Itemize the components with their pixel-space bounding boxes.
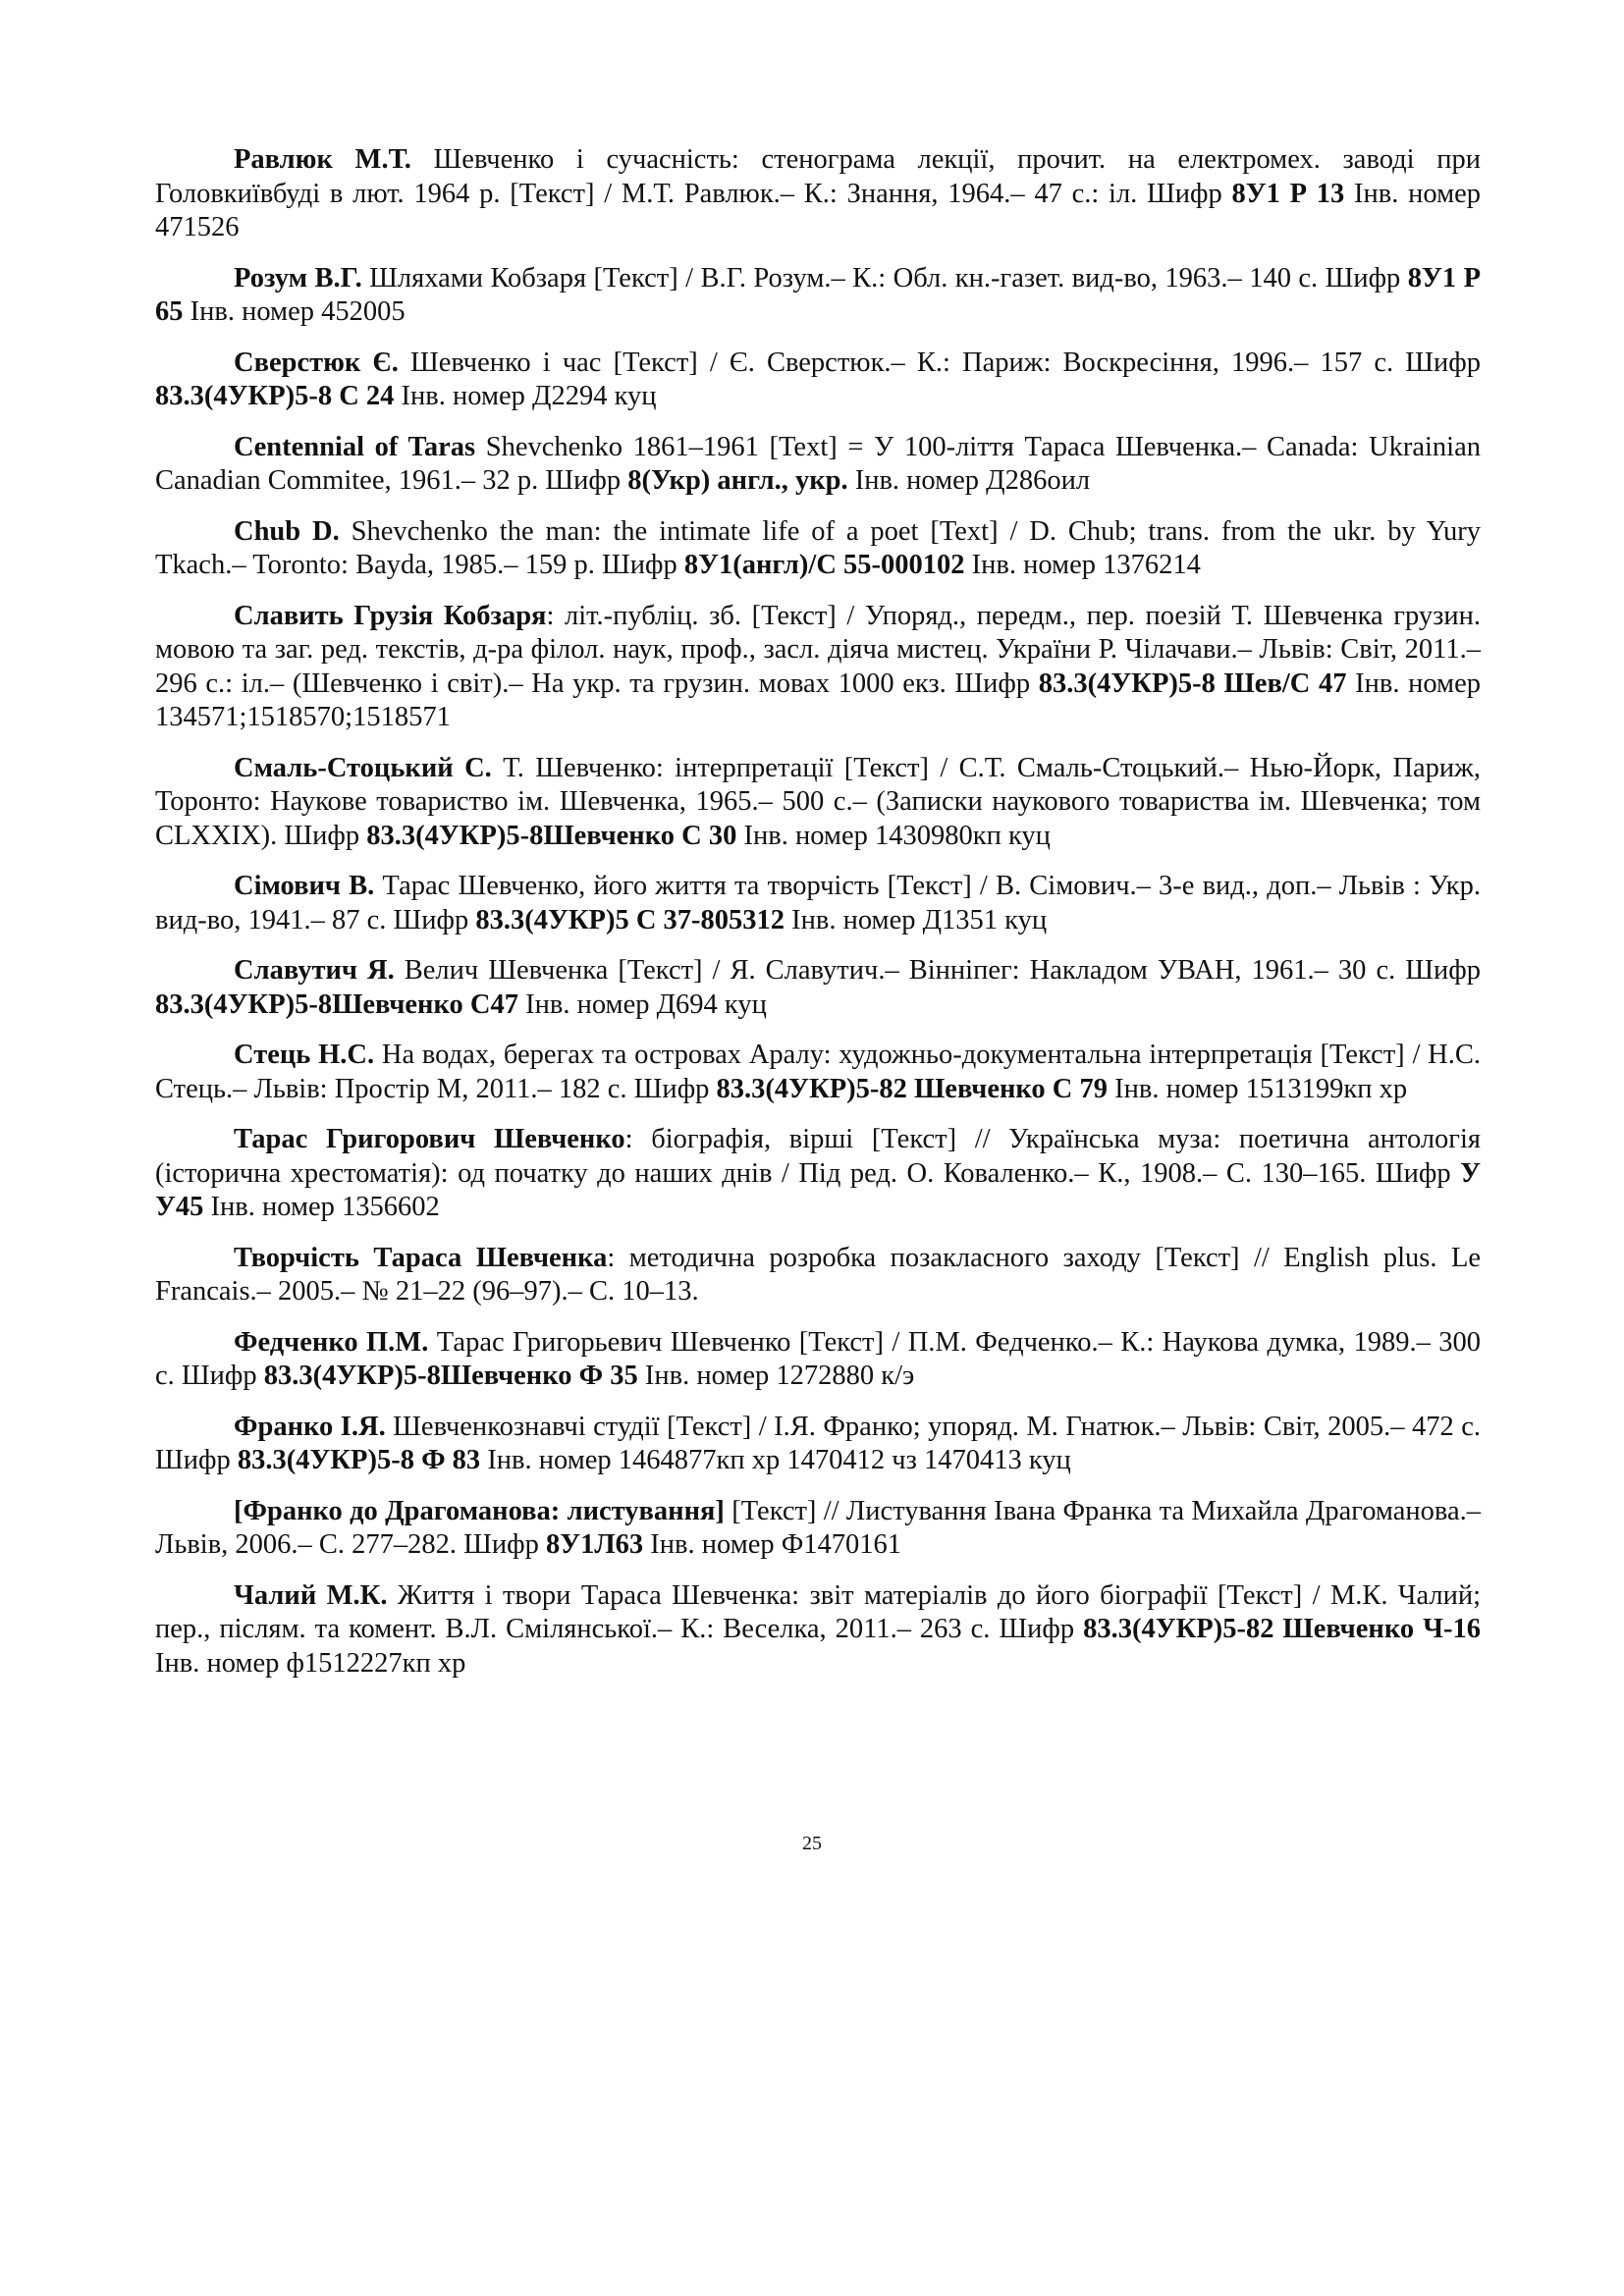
entry-author: [Франко до Драгоманова: листування]: [234, 1495, 725, 1526]
bibliography-entry-7: [155, 752, 1481, 854]
entry-text: На водах, берегах та островах Аралу: художньо-документальна інтерпретація [Текст] / Н.С. Стець.– Львів: Простір М, 2011.– 182 с. Шифр: [155, 1040, 1481, 1104]
entry-text: : біографія, вірші [Текст] // Українська муза: поетична антологія (історична хрестоматія): од початку до наших днів / Під ред. О. Коваленко.– К., 1908.– С. 130–165. Шифр: [155, 1124, 1482, 1189]
entry-author: Славутич Я.: [234, 955, 395, 986]
entry-text: : методична розробка позакласного заходу [Текст] // English plus. Le Francais.– 2005.– № 21–22 (96–97).– С. 10–13.: [155, 1242, 1482, 1307]
entry-inventory: Інв. номер 1272880 к/э: [637, 1361, 915, 1391]
entry-text: Шевченкознавчі студії [Текст] / І.Я. Франко; упоряд. М. Гнатюк.– Львів: Світ, 2005.– 472 с. Шифр: [155, 1411, 1481, 1475]
entry-author: Творчість Тараса Шевченка: [234, 1242, 608, 1273]
entry-text: : літ.-публіц. зб. [Текст] / Упоряд., передм., пер. поезій Т. Шевченка грузин. мовою та заг. ред. текстів, д-ра філол. наук, проф., засл. діяча мистец. України Р. Чілачави.– Львів: Світ, 2011.– 296 с.: іл.– (Шевченко і світ).– На укр. та грузин. мовах 1000 екз. Шифр: [155, 600, 1482, 699]
entry-shelf-code: 8У1(англ)/С 55-000102: [683, 550, 965, 580]
entry-text: Шевченко і час [Текст] / Є. Сверстюк.– К.: Париж: Воскресіння, 1996.– 157 с. Шифр: [398, 347, 1481, 378]
entry-author: Chub D.: [234, 515, 340, 547]
entry-text: Життя і твори Тараса Шевченка: звіт матеріалів до його біографії [Текст] / М.К. Чалий; пер., післям. та комент. В.Л. Смілянської.– К.: Веселка, 2011.– 263 с. Шифр: [155, 1579, 1482, 1644]
entry-text: Т. Шевченко: інтерпретації [Текст] / С.Т. Смаль-Стоцький.– Нью-Йорк, Париж, Торонто: Наукове товариство ім. Шевченка, 1965.– 500 с.– (Записки наукового товариства ім. Шевченка; том CLXXIX). Шифр: [155, 752, 1481, 851]
entry-author: Стець Н.С.: [234, 1040, 375, 1070]
bibliography-entry-2: [155, 262, 1481, 330]
entry-text: Тарас Григорьевич Шевченко [Текст] / П.М. Федченко.– К.: Наукова думка, 1989.– 300 с. Шифр: [155, 1326, 1481, 1391]
entry-shelf-code: 8У1 Р 65: [155, 262, 1481, 327]
entry-author: Сверстюк Є.: [234, 347, 399, 378]
entry-author: Чалий М.К.: [234, 1579, 388, 1611]
entry-inventory: Інв. номер 1376214: [964, 550, 1201, 580]
bibliography-page: [155, 143, 1481, 1697]
entry-author: Розум В.Г.: [234, 262, 362, 294]
entry-author: Федченко П.М.: [234, 1326, 429, 1358]
entry-inventory: Інв. номер Д286оил: [847, 465, 1091, 496]
entry-inventory: Інв. номер 1430980кп куц: [736, 820, 1051, 851]
entry-author: Равлюк М.Т.: [234, 144, 411, 175]
bibliography-entry-8: [155, 870, 1481, 937]
entry-text: Shevchenko the man: the intimate life of a poet [Text] / D. Chub; trans. from the ukr. by Yury Tkach.– Toronto: Bayda, 1985.– 159 p. Шифр: [155, 515, 1481, 580]
entry-inventory: Інв. номер 471526: [155, 178, 1482, 242]
bibliography-entry-14: [155, 1411, 1481, 1478]
bibliography-entry-16: [155, 1579, 1481, 1682]
bibliography-entry-10: [155, 1039, 1481, 1106]
bibliography-entry-12: [155, 1242, 1481, 1309]
entry-text: [Текст] // Листування Івана Франка та Михайла Драгоманова.– Львів, 2006.– С. 277–282. Шифр: [155, 1495, 1481, 1560]
bibliography-entry-9: [155, 954, 1481, 1022]
entry-shelf-code: 83.3(4УКР)5-8Шевченко Ф 35: [263, 1361, 638, 1391]
entry-inventory: Інв. номер 134571;1518570;1518571: [155, 667, 1481, 732]
bibliography-entry-4: [155, 431, 1481, 499]
entry-author: Смаль-Стоцький С.: [234, 752, 492, 783]
entry-inventory: Інв. номер Д1351 куц: [785, 904, 1048, 935]
bibliography-entry-13: [155, 1326, 1481, 1394]
entry-author: Славить Грузія Кобзаря: [234, 600, 547, 631]
entry-shelf-code: 83.3(4УКР)5-8Шевченко С47: [155, 988, 518, 1020]
entry-inventory: Інв. номер Д694 куц: [518, 988, 767, 1020]
entry-inventory: Інв. номер 1356602: [203, 1192, 440, 1222]
page-number: 25: [802, 1833, 822, 1854]
bibliography-entry-1: [155, 143, 1481, 245]
bibliography-entry-11: [155, 1123, 1481, 1225]
entry-shelf-code: 83.3(4УКР)5 С 37-805312: [475, 904, 785, 935]
entry-author: Франко І.Я.: [234, 1411, 386, 1442]
entry-inventory: Інв. номер Ф1470161: [643, 1529, 902, 1560]
entry-shelf-code: 8(Укр) англ., укр.: [627, 465, 848, 496]
entry-text: Тарас Шевченко, його життя та творчість [Текст] / В. Сімович.– 3-е вид., доп.– Львів : Укр. вид-во, 1941.– 87 с. Шифр: [155, 871, 1481, 935]
entry-shelf-code: 83.3(4УКР)5-82 Шевченко Ч-16: [1083, 1614, 1481, 1644]
entry-text: Shevchenko 1861–1961 [Text] = У 100-ліття Тараса Шевченка.– Canada: Ukrainian Canadian Commitee, 1961.– 32 p. Шифр: [155, 431, 1481, 496]
entry-shelf-code: 8У1Л63: [546, 1529, 644, 1560]
entry-shelf-code: У У45: [155, 1157, 1481, 1222]
entry-text: Шевченко і сучасність: стенограма лекції, прочит. на електромех. заводі при Головкиївбуді в лют. 1964 р. [Текст] / М.Т. Равлюк.– К.: Знання, 1964.– 47 с.: іл. Шифр: [155, 144, 1481, 209]
entry-inventory: Інв. номер 1513199кп хр: [1108, 1073, 1408, 1104]
entry-author: Centennial of Taras: [234, 431, 476, 462]
entry-inventory: Інв. номер Д2294 куц: [394, 381, 657, 411]
entry-shelf-code: 83.3(4УКР)5-8 С 24: [155, 381, 395, 411]
entry-author: Тарас Григорович Шевченко: [234, 1124, 625, 1154]
entry-inventory: Інв. номер 1464877кп хр 1470412 чз 1470413 куц: [480, 1445, 1071, 1475]
entry-shelf-code: 83.3(4УКР)5-82 Шевченко С 79: [716, 1073, 1109, 1104]
entry-text: Велич Шевченка [Текст] / Я. Славутич.– Вінніпег: Накладом УВАН, 1961.– 30 с. Шифр: [394, 955, 1481, 986]
entry-text: Шляхами Кобзаря [Текст] / В.Г. Розум.– К.: Обл. кн.-газет. вид-во, 1963.– 140 с. Шифр: [361, 262, 1408, 294]
entry-author: Сімович В.: [234, 871, 375, 901]
entry-shelf-code: 8У1 Р 13: [1231, 178, 1345, 209]
bibliography-entry-6: [155, 600, 1481, 735]
entry-shelf-code: 83.3(4УКР)5-8Шевченко С 30: [366, 820, 737, 851]
entry-shelf-code: 83.3(4УКР)5-8 Шев/С 47: [1038, 667, 1347, 699]
bibliography-entry-3: [155, 347, 1481, 414]
entry-shelf-code: 83.3(4УКР)5-8 Ф 83: [237, 1445, 481, 1475]
entry-inventory: Інв. номер ф1512227кп хр: [155, 1647, 466, 1679]
bibliography-entry-15: [155, 1495, 1481, 1563]
bibliography-entry-5: [155, 515, 1481, 583]
entry-inventory: Інв. номер 452005: [183, 296, 406, 327]
